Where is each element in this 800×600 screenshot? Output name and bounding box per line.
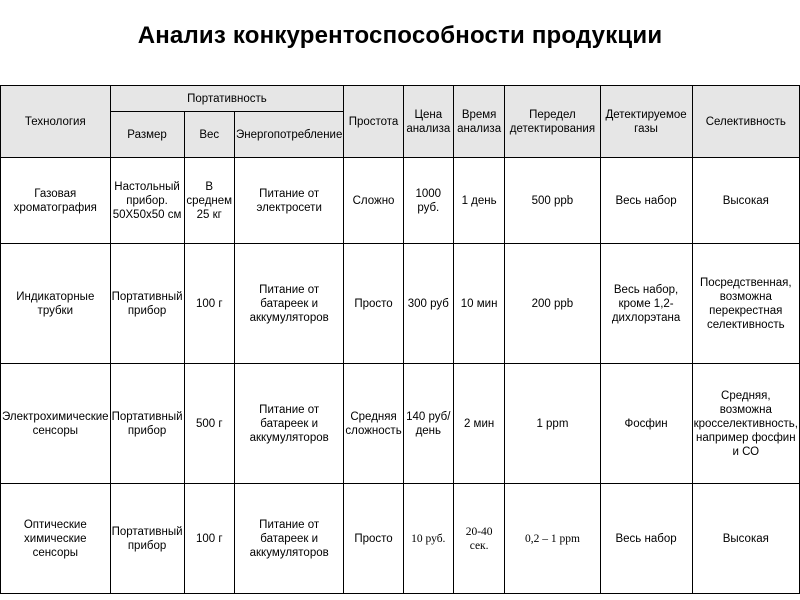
cell-technology: Газовая хроматография	[1, 158, 111, 244]
header-limit: Передел детектирования	[505, 86, 600, 158]
cell-weight: В среднем 25 кг	[184, 158, 234, 244]
cell-technology: Электрохимические сенсоры	[1, 364, 111, 484]
cell-selectivity: Посредственная, возможна перекрестная селективность	[692, 244, 799, 364]
cell-selectivity: Средняя, возможна кросселективность, например фосфин и СО	[692, 364, 799, 484]
table-row	[1, 364, 800, 484]
cell-power: Питание от батареек и аккумуляторов	[234, 364, 343, 484]
cell-simplicity: Просто	[344, 244, 403, 364]
header-price: Цена анализа	[403, 86, 453, 158]
header-weight: Вес	[184, 112, 234, 158]
table-row	[1, 484, 800, 594]
cell-limit: 200 ppb	[505, 244, 600, 364]
competitiveness-table	[0, 85, 800, 594]
header-row	[1, 86, 800, 112]
cell-time: 1 день	[453, 158, 504, 244]
header-simplicity: Простота	[344, 86, 403, 158]
cell-power: Питание от батареек и аккумуляторов	[234, 484, 343, 594]
header-portability: Портативность	[110, 86, 344, 112]
cell-gases: Весь набор, кроме 1,2-дихлорэтана	[600, 244, 692, 364]
table-row	[1, 158, 800, 244]
cell-selectivity: Высокая	[692, 158, 799, 244]
cell-limit: 500 ppb	[505, 158, 600, 244]
cell-technology: Индикаторные трубки	[1, 244, 111, 364]
page-title: Анализ конкурентоспособности продукции	[137, 22, 663, 49]
cell-weight: 100 г	[184, 244, 234, 364]
cell-simplicity: Средняя сложность	[344, 364, 403, 484]
cell-weight: 100 г	[184, 484, 234, 594]
cell-technology: Оптические химические сенсоры	[1, 484, 111, 594]
cell-gases: Весь набор	[600, 484, 692, 594]
header-time: Время анализа	[453, 86, 504, 158]
cell-time: 10 мин	[453, 244, 504, 364]
header-technology: Технология	[1, 86, 111, 158]
cell-size: Портативный прибор	[110, 244, 184, 364]
cell-time: 20-40 сек.	[453, 484, 504, 594]
cell-limit: 0,2 – 1 ppm	[505, 484, 600, 594]
header-power: Энергопотребление	[234, 112, 343, 158]
header-selectivity: Селективность	[692, 86, 799, 158]
cell-weight: 500 г	[184, 364, 234, 484]
header-gases: Детектируемое газы	[600, 86, 692, 158]
header-size: Размер	[110, 112, 184, 158]
cell-size: Портативный прибор	[110, 484, 184, 594]
cell-price: 1000 руб.	[403, 158, 453, 244]
cell-limit: 1 ppm	[505, 364, 600, 484]
cell-selectivity: Высокая	[692, 484, 799, 594]
cell-size: Настольный прибор. 50Х50х50 см	[110, 158, 184, 244]
cell-power: Питание от электросети	[234, 158, 343, 244]
cell-size: Портативный прибор	[110, 364, 184, 484]
cell-power: Питание от батареек и аккумуляторов	[234, 244, 343, 364]
cell-simplicity: Просто	[344, 484, 403, 594]
cell-simplicity: Сложно	[344, 158, 403, 244]
cell-price: 300 руб	[403, 244, 453, 364]
table-row	[1, 244, 800, 364]
cell-price: 140 руб/день	[403, 364, 453, 484]
cell-gases: Фосфин	[600, 364, 692, 484]
cell-time: 2 мин	[453, 364, 504, 484]
cell-gases: Весь набор	[600, 158, 692, 244]
cell-price: 10 руб.	[403, 484, 453, 594]
